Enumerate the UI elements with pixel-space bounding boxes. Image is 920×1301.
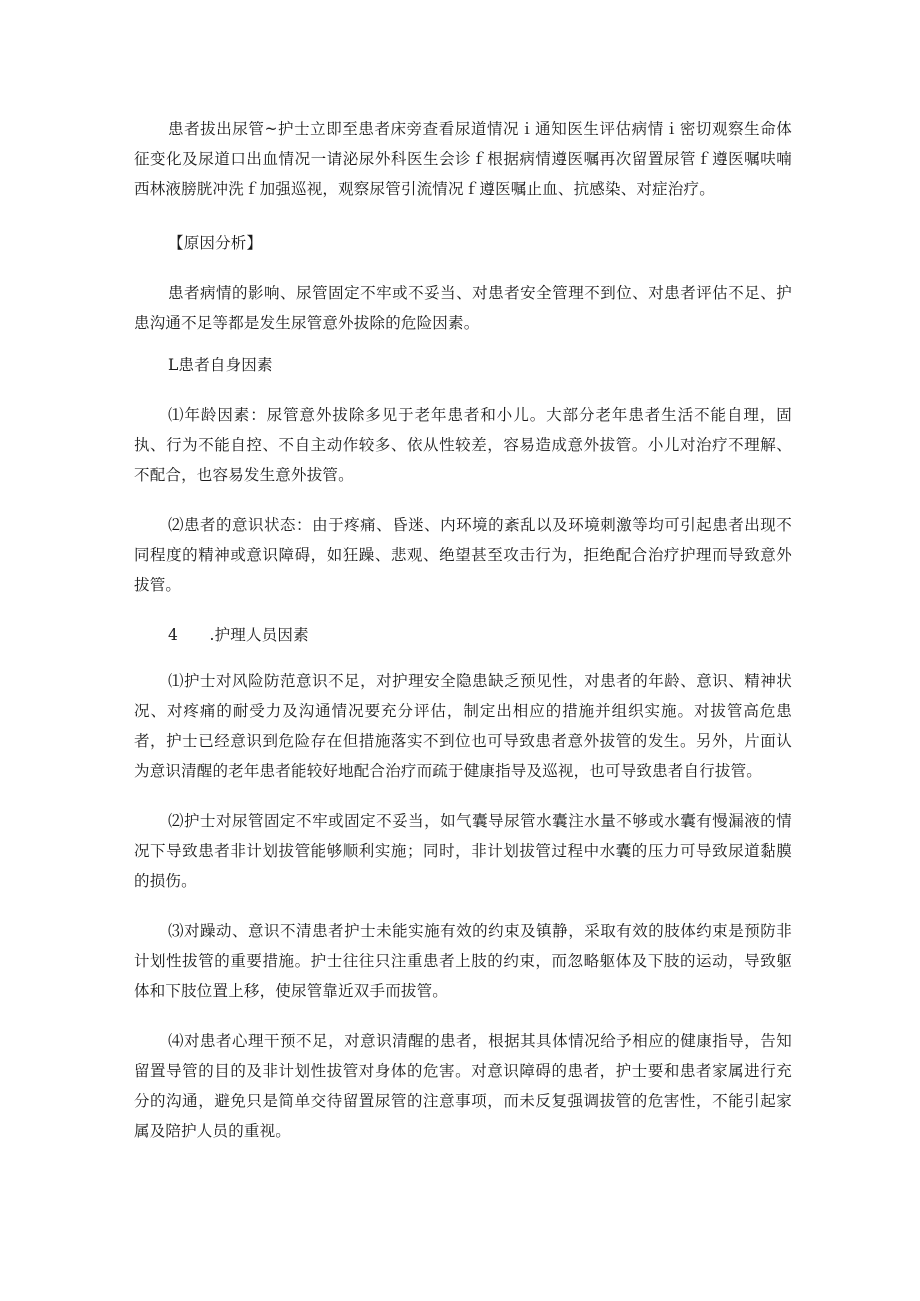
risk-awareness-paragraph: ⑴护士对风险防范意识不足，对护理安全隐患缺乏预见性，对患者的年龄、意识、精神状况、对疼痛的耐受力及沟通情况要充分评估，制定出相应的措施并组织实施。对拔管高危患者，护士已经意识到危险存在但措施落实不到位也可导致患者意外拔管的发生。另外，片面认为意识清醒的老年患者能较好地配合治疗而疏于健康指导及巡视，也可导致患者自行拔管。 [134,672,792,780]
age-factor-paragraph: ⑴年龄因素：尿管意外拔除多见于老年患者和小儿。大部分老年患者生活不能自理，固执、行为不能自控、不自主动作较多、依从性较差，容易造成意外拔管。小儿对治疗不理解、不配合，也容易发生意外拔管。 [134,406,792,484]
psychological-intervention-paragraph: ⑷对患者心理干预不足，对意识清醒的患者，根据其具体情况给予相应的健康指导，告知留置导管的目的及非计划性拔管对身体的危害。对意识障碍的患者，护士要和患者家属进行充分的沟通，避免只是简单交待留置尿管的注意事项，而未反复强调拔管的危害性，不能引起家属及陪护人员的重视。 [134,1032,792,1140]
nursing-staff-factors-heading: 4 .护理人员因素 [168,626,309,644]
cause-summary-paragraph: 患者病情的影响、尿管固定不牢或不妥当、对患者安全管理不到位、对患者评估不足、护患沟通不足等都是发生尿管意外拔除的危险因素。 [134,284,792,332]
restraint-paragraph: ⑶对躁动、意识不清患者护士未能实施有效的约束及镇静，采取有效的肢体约束是预防非计划性拔管的重要措施。护士往往只注重患者上肢的约束，而忽略躯体及下肢的运动，导致躯体和下肢位置上移，使尿管靠近双手而拔管。 [134,922,792,1000]
consciousness-state-paragraph: ⑵患者的意识状态：由于疼痛、昏迷、内环境的紊乱以及环境刺激等均可引起患者出现不同程度的精神或意识障碍，如狂躁、悲观、绝望甚至攻击行为，拒绝配合治疗护理而导致意外拔管。 [134,516,792,594]
catheter-fixation-paragraph: ⑵护士对尿管固定不牢或固定不妥当，如气囊导尿管水囊注水量不够或水囊有慢漏液的情况下导致患者非计划拔管能够顺利实施；同时，非计划拔管过程中水囊的压力可导致尿道黏膜的损伤。 [134,812,792,890]
intro-paragraph: 患者拔出尿管~护士立即至患者床旁查看尿道情况ｉ通知医生评估病情ｉ密切观察生命体征变化及尿道口出血情况一请泌尿外科医生会诊ｆ根据病情遵医嘱再次留置尿管ｆ遵医嘱呋喃西林液膀胱冲洗ｆ加强巡视，观察尿管引流情况ｆ遵医嘱止血、抗感染、对症治疗。 [134,120,792,198]
cause-analysis-heading: 【原因分析】 [168,234,263,252]
patient-factors-heading: L患者自身因素 [168,356,273,374]
